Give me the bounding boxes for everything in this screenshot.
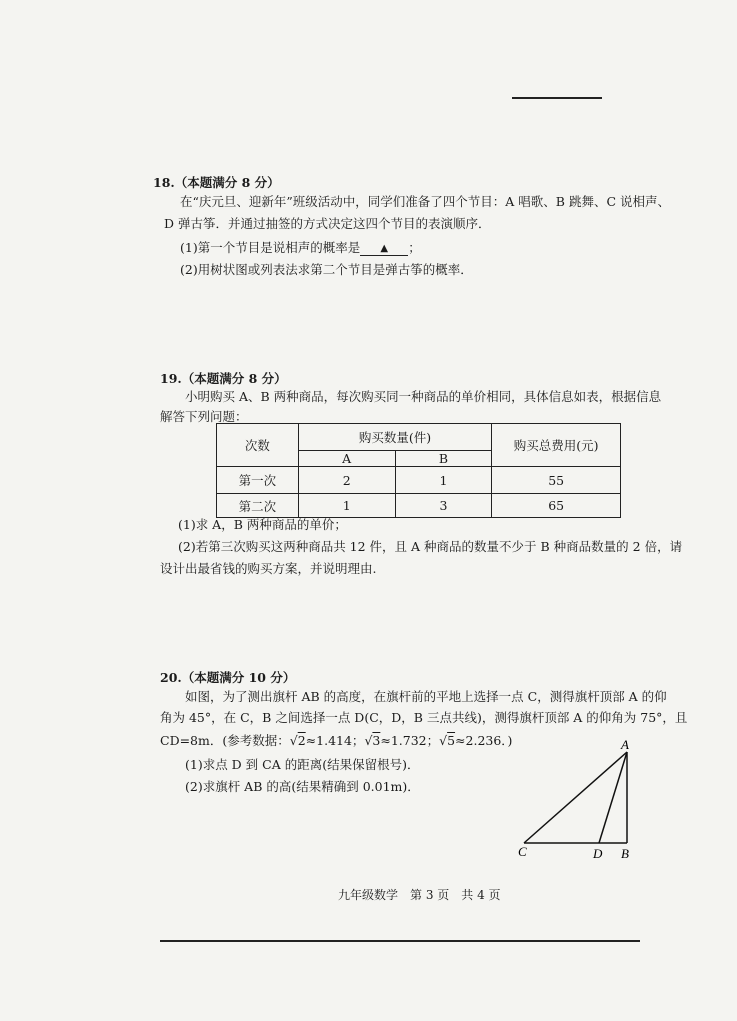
label-a: A xyxy=(621,737,629,752)
table-cell: 1 xyxy=(395,467,492,494)
q18-header: 18.（本题满分 8 分） xyxy=(153,175,280,190)
q20-header: 20.（本题满分 10 分） xyxy=(160,670,296,685)
label-b: B xyxy=(621,846,629,861)
table-cell: 1 xyxy=(298,494,395,518)
q20-line2: 角为 45°，在 C，B 之间选择一点 D(C，D，B 三点共线)，测得旗杆顶部 A 的仰角为 75°，且 xyxy=(160,710,688,725)
q18-line1: 在“庆元旦、迎新年”班级活动中，同学们准备了四个节目：A 唱歌、B 跳舞、C 说相声、 xyxy=(180,194,670,209)
top-rule xyxy=(512,97,602,99)
sqrt5-approx: ≈2.236．) xyxy=(455,733,513,748)
segment-ca xyxy=(524,752,627,843)
q19-part2-line2: 设计出最省钱的购买方案，并说明理由. xyxy=(160,561,377,576)
sqrt-symbol: √ xyxy=(289,733,298,748)
sqrt2-value: 2 xyxy=(297,733,306,748)
table-header-total: 购买总费用(元) xyxy=(492,424,621,467)
table-header-a: A xyxy=(298,451,395,467)
table-cell: 3 xyxy=(395,494,492,518)
label-d: D xyxy=(593,846,603,861)
q18-part1-end: ； xyxy=(408,240,421,255)
table-cell: 65 xyxy=(492,494,621,518)
q20-line1: 如图，为了测出旗杆 AB 的高度，在旗杆前的平地上选择一点 C，测得旗杆顶部 A 的仰 xyxy=(185,689,667,704)
table-cell: 第二次 xyxy=(217,494,299,518)
q18-part1-text: (1)第一个节目是说相声的概率是 xyxy=(180,240,361,255)
triangle-figure xyxy=(512,735,642,865)
q20-line3 xyxy=(160,733,512,749)
bottom-rule xyxy=(160,940,640,942)
sqrt3-approx: ≈1.732； xyxy=(380,733,440,748)
sqrt2-approx: ≈1.414； xyxy=(305,733,365,748)
table-cell: 第一次 xyxy=(217,467,299,494)
q19-header: 19.（本题满分 8 分） xyxy=(160,371,287,386)
sqrt-symbol: √ xyxy=(439,733,448,748)
purchase-table xyxy=(216,423,621,518)
table-header-qty: 购买数量(件) xyxy=(298,424,492,451)
table-row xyxy=(217,494,621,518)
q20-line3-prefix: CD=8m．(参考数据： xyxy=(160,733,290,748)
table-cell: 55 xyxy=(492,467,621,494)
sqrt-symbol: √ xyxy=(364,733,373,748)
q19-part2-line1: (2)若第三次购买这两种商品共 12 件，且 A 种商品的数量不少于 B 种商品数量的 2 倍，请 xyxy=(178,539,683,554)
q18-part1 xyxy=(180,240,421,256)
q20-part2: (2)求旗杆 AB 的高(结果精确到 0.01m)． xyxy=(185,779,420,794)
sqrt3-value: 3 xyxy=(372,733,381,748)
q20-part1: (1)求点 D 到 CA 的距离(结果保留根号)． xyxy=(185,757,420,772)
q18-part2: (2)用树状图或列表法求第二个节目是弹古筝的概率． xyxy=(180,262,473,277)
table-row xyxy=(217,467,621,494)
q19-line2: 解答下列问题： xyxy=(160,409,248,424)
q19-part1: (1)求 A，B 两种商品的单价； xyxy=(178,517,347,532)
table-header-times: 次数 xyxy=(217,424,299,467)
answer-blank: ▲ xyxy=(360,241,408,256)
q18-line2: D 弹古筝．并通过抽签的方式决定这四个节目的表演顺序． xyxy=(164,216,491,231)
q19-line1: 小明购买 A、B 两种商品，每次购买同一种商品的单价相同，具体信息如表，根据信息 xyxy=(185,389,662,404)
table-cell: 2 xyxy=(298,467,395,494)
page-footer: 九年级数学 第 3 页 共 4 页 xyxy=(338,888,501,902)
table-header-b: B xyxy=(395,451,492,467)
segment-da xyxy=(599,752,627,843)
sqrt5-value: 5 xyxy=(447,733,456,748)
label-c: C xyxy=(518,844,527,859)
